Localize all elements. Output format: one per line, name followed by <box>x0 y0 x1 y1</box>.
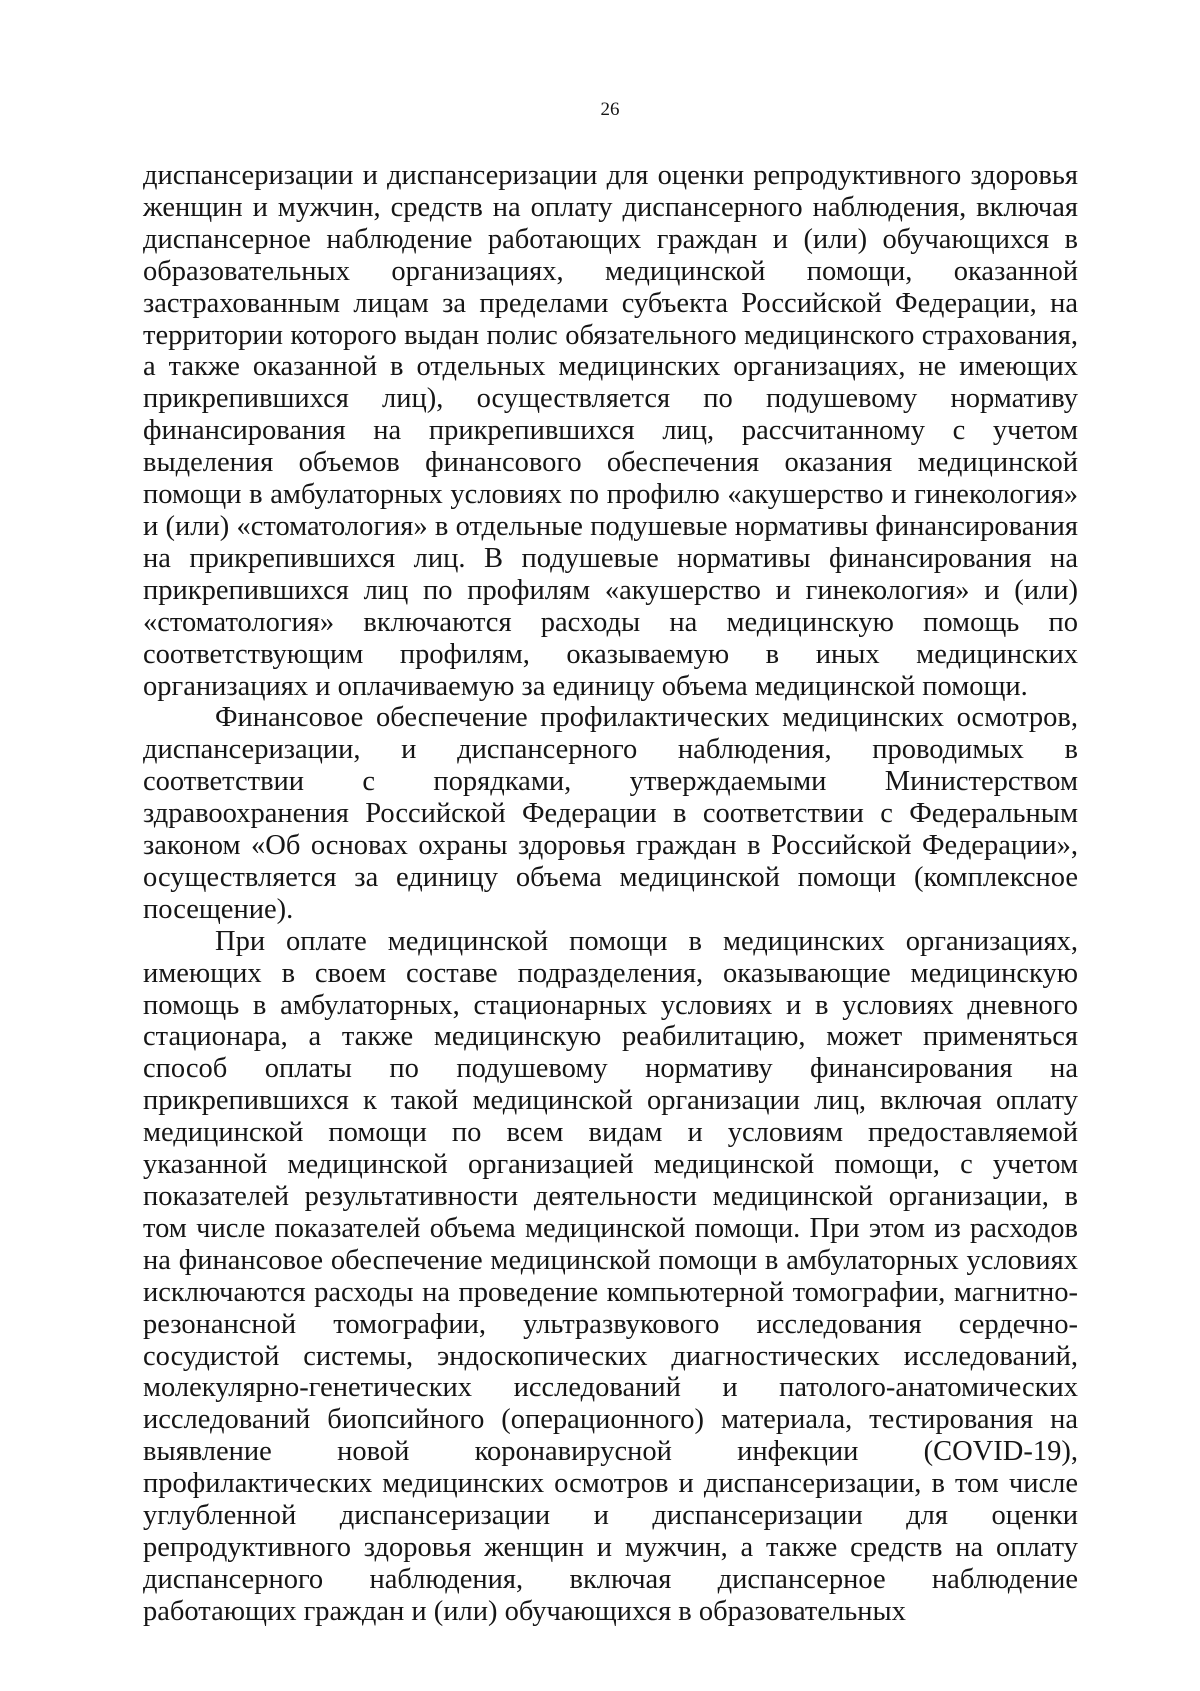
page-number: 26 <box>600 99 620 120</box>
paragraph-continuation: диспансеризации и диспансеризации для оценки репродуктивного здоровья женщин и мужчин, средств на оплату диспансерного наблюдения, включая диспансерное наблюдение работающих граждан и (или) обучающихся в образовательных организациях, медицинской помощи, оказанной застрахованным лицам за пределами субъекта Российской Федерации, на территории которого выдан полис обязательного медицинского страхования, а также оказанной в отдельных медицинских организациях, не имеющих прикрепившихся лиц), осуществляется по подушевому нормативу финансирования на прикрепившихся лиц, рассчитанному с учетом выделения объемов финансового обеспечения оказания медицинской помощи в амбулаторных условиях по профилю «акушерство и гинекология» и (или) «стоматология» в отдельные подушевые нормативы финансирования на прикрепившихся лиц. В подушевые нормативы финансирования на прикрепившихся лиц по профилям «акушерство и гинекология» и (или) «стоматология» включаются расходы на медицинскую помощь по соответствующим профилям, оказываемую в иных медицинских организациях и оплачиваемую за единицу объема медицинской помощи. <box>143 160 1078 702</box>
paragraph-financing-checkups: Финансовое обеспечение профилактических медицинских осмотров, диспансеризации, и диспансерного наблюдения, проводимых в соответствии с порядками, утверждаемыми Министерством здравоохранения Российской Федерации в соответствии с Федеральным законом «Об основах охраны здоровья граждан в Российской Федерации», осуществляется за единицу объема медицинской помощи (комплексное посещение). <box>143 702 1078 925</box>
document-body <box>143 160 1078 1628</box>
paragraph-payment-method: При оплате медицинской помощи в медицинских организациях, имеющих в своем составе подразделения, оказывающие медицинскую помощь в амбулаторных, стационарных условиях и в условиях дневного стационара, а также медицинскую реабилитацию, может применяться способ оплаты по подушевому нормативу финансирования на прикрепившихся к такой медицинской организации лиц, включая оплату медицинской помощи по всем видам и условиям предоставляемой указанной медицинской организацией медицинской помощи, с учетом показателей результативности деятельности медицинской организации, в том числе показателей объема медицинской помощи. При этом из расходов на финансовое обеспечение медицинской помощи в амбулаторных условиях исключаются расходы на проведение компьютерной томографии, магнитно-резонансной томографии, ультразвукового исследования сердечно-сосудистой системы, эндоскопических диагностических исследований, молекулярно-генетических исследований и патолого-анатомических исследований биопсийного (операционного) материала, тестирования на выявление новой коронавирусной инфекции (COVID-19), профилактических медицинских осмотров и диспансеризации, в том числе углубленной диспансеризации и диспансеризации для оценки репродуктивного здоровья женщин и мужчин, а также средств на оплату диспансерного наблюдения, включая диспансерное наблюдение работающих граждан и (или) обучающихся в образовательных <box>143 925 1078 1627</box>
